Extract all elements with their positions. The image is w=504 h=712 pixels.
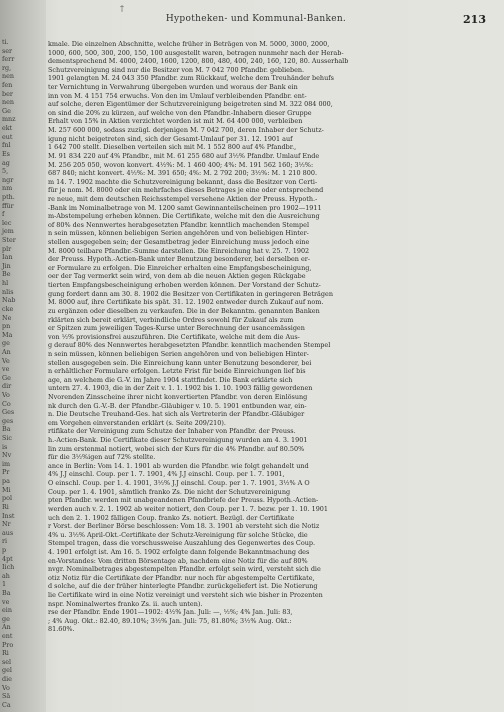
gutter-line: Ster <box>2 236 16 245</box>
gutter-line: Vo <box>2 390 10 399</box>
gutter-line: ah <box>2 571 10 580</box>
gutter-line: Mi <box>2 485 11 494</box>
text-line: rklärten sich bereit erklärt, verbindliche Ordres sowohl für Zukauf als zum <box>48 315 294 324</box>
gutter-line: sel <box>2 657 12 666</box>
gutter-line: Sic <box>2 434 13 443</box>
text-line: otiz Notiz für die Certifikate der Pfandbr. nur noch für abgestempelte Certifikate, <box>48 573 315 582</box>
text-line: M. 256 205 050, wovon konvert. 4½%: M. 1 460 400; 4%: M. 191 562 160; 3½%: <box>48 160 314 169</box>
text-line: m 14. 7. 1902 machte die Schutzvereinigung bekannt, dass die Besitzer von Certi- <box>48 177 318 186</box>
page-header <box>60 14 492 30</box>
text-line: igung nicht beigetreten sind, sich der Gesamt-Umlauf per 31. 12. 1901 auf <box>48 134 293 143</box>
text-line: h.-Actien-Bank. Die Certifikate dieser Schutzvereinigung wurden am 4. 3. 1901 <box>48 436 308 445</box>
gutter-line: im <box>2 459 11 468</box>
text-line: m-Abstempelung erheben können. Die Certifikate, welche mit den die Ausreichung <box>48 212 320 221</box>
text-line: gung fordert dann am 30. 8. 1902 die Besitzer von Certifikaten in geringeren Beträgen <box>48 289 333 298</box>
gutter-line: rg, <box>2 63 12 72</box>
gutter-line: Ne <box>2 313 12 322</box>
text-line: ance in Berlin: Vom 14. 1. 1901 ab wurden die Pfandbr. wie folgt gehandelt und <box>48 461 309 470</box>
gutter-line: pol <box>2 494 12 503</box>
text-line: r Vorst. der Berliner Börse beschlossen: Vom 18. 3. 1901 ab versteht sich die Notiz <box>48 522 320 531</box>
gutter-line: ge <box>2 614 10 623</box>
gutter-line: 4pt <box>2 554 13 563</box>
gutter-line: eut <box>2 132 13 141</box>
text-line: O einschl. Coup. per 1. 4. 1901, 3½% J.J einschl. Coup. per 1. 7. 1901, 3½% A O <box>48 479 310 488</box>
text-line: Coup. per 1. 4. 1901, sämtlich franko Zs. Die nicht der Schutzvereinigung <box>48 487 291 496</box>
gutter-line: ferr <box>2 55 15 64</box>
gutter-line: Pro <box>2 640 14 649</box>
gutter-line: gel <box>2 666 12 675</box>
gutter-line: ekt <box>2 124 13 133</box>
gutter-line: Es <box>2 149 10 158</box>
text-line: on sind die 20% zu kürzen, auf welche von den Pfandbr.-Inhabern dieser Gruppe <box>48 108 312 117</box>
gutter-line: Be <box>2 270 11 279</box>
text-line: lin zum erstenmal notiert, wobei sich der Kurs für die 4% Pfandbr. auf 80.50% <box>48 444 305 453</box>
gutter-line: cke <box>2 304 14 313</box>
gutter-line: Ca <box>2 700 11 709</box>
gutter-line: nen <box>2 98 15 107</box>
gutter-line: Ges <box>2 408 15 417</box>
gutter-line: ag <box>2 158 10 167</box>
gutter-line: ges <box>2 416 14 425</box>
text-line: werden auch v. 2. 1. 1902 ab weiter notiert, den Coup. per 1. 7. bezw. per 1. 10. 1901 <box>48 504 328 513</box>
text-line: nk durch den G.-V.-B. der Pfandbr.-Gläubiger v. 10. 5. 1901 entbunden war, ein- <box>48 401 307 410</box>
text-line: 1 642 700 stellt. Dieselben verteilen sich mit M. 1 552 800 auf 4% Pfandbr., <box>48 143 297 152</box>
gutter-line: hl <box>2 279 9 288</box>
text-line: age, an welchem die G.-V. im Jahre 1904 stattfindet. Die Bank erklärte sich <box>48 375 293 384</box>
text-line: Schutzvereinigung sind nur die Besitzer von M. 7 042 700 Pfandbr. geblieben. <box>48 65 305 74</box>
text-line: 4% J.J einschl. Coup. per 1. 7. 1901, 4% J.J einschl. Coup. per 1. 7. 1901, <box>48 470 285 479</box>
text-line: der Preuss. Hypoth.-Actien-Bank unter Benutzung besonderer, bei derselben er- <box>48 255 311 264</box>
gutter-line: nlis <box>2 287 14 296</box>
gutter-line: Jin <box>2 261 11 270</box>
gutter-line: ti. <box>2 38 9 46</box>
text-line: M. 8000 auf, ihre Certifikate bis spät. 31. 12. 1902 entweder durch Zukauf auf nom. <box>48 298 324 307</box>
gutter-line: jem <box>2 227 14 236</box>
text-line: 1901 gelangten M. 24 043 350 Pfandbr. zum Rückkauf, welche dem Treuhänder behufs <box>48 74 334 83</box>
gutter-line: Nv <box>2 451 12 460</box>
text-line: M. 257 600 000, sodass zuzügl. derjenigen M. 7 042 700, deren Inhaber der Schutz- <box>48 126 324 135</box>
gutter-line: 5, <box>2 167 9 176</box>
gutter-line: Ba <box>2 425 11 434</box>
gutter-line: pn <box>2 322 11 331</box>
text-line: inn von M. 4 151 754 erwuchs. Von den im Umlauf verbleibenden Pfandbr. ent- <box>48 91 307 100</box>
text-line: nspr. Nominalwertes franko Zs. ii. auch unten). <box>48 599 203 608</box>
text-line: em Vorgehen einverstanden erklärt (s. Seite 209/210). <box>48 418 226 427</box>
text-line: n. Die Deutsche Treuhand-Ges. hat sich als Vertreterin der Pfandbr.-Gläubiger <box>48 410 305 419</box>
text-line: n sein müssen, können beliebigen Serien angehören und von beliebigen Hinter- <box>48 349 309 358</box>
text-line: pten Pfandbr. werden mit unabgeandenen Pfandbriefe der Preuss. Hypoth.-Actien- <box>48 496 319 505</box>
text-line: lie Certifikate wird in eine Notiz vereinigt und versteht sich wie bisher in Prozenten <box>48 591 323 599</box>
previous-page-edge <box>0 0 46 712</box>
text-line: en-Vorstandes: Vom dritten Börsentage ab, nachdem eine Notiz für die auf 80% <box>48 556 308 565</box>
text-line: auf solche, deren Eigentümer der Schutzvereinigung beigetreten sind M. 322 084 000, <box>48 100 333 109</box>
gutter-line: Ri <box>2 649 9 658</box>
gutter-line: pa <box>2 477 10 486</box>
text-line: -Bank im Nominalbetrage von M. 1200 samt Gewinnanteilscheinen pro 1902—1911 <box>48 203 322 212</box>
gutter-line: ein <box>2 606 12 615</box>
gutter-line: nen <box>2 72 15 81</box>
text-line: dementsprechend M. 4000, 2400, 1600, 1200, 800, 480, 400, 240, 160, 120, 80. Ausserhalb <box>48 57 349 66</box>
text-line: zu ergänzen oder dieselben zu verkaufen. Die in der Bekanntm. genannten Banken <box>48 306 320 315</box>
gutter-line: aus <box>2 528 14 537</box>
gutter-line: p <box>2 545 7 554</box>
gutter-line: 1 <box>2 580 7 589</box>
gutter-line: Sä <box>2 692 11 701</box>
gutter-line: die <box>2 675 12 684</box>
gutter-line: Pr <box>2 468 10 477</box>
text-line: von ½% provisionsfrei auszuführen. Die Certifikate, welche mit dem die Aus- <box>48 332 300 341</box>
text-line: oer der Tag vermerkt sein wird, von dem ab die neuen Aktien gegen Rückgabe <box>48 272 306 281</box>
gutter-line: ri <box>2 537 8 546</box>
text-line: Nvorenden Zinsscheine ihrer nicht konvertierten Pfandbr. von deren Einlösung <box>48 392 308 401</box>
gutter-line: Nr <box>2 520 11 529</box>
text-line: 687 840; nicht konvert. 4½%: M. 391 650; 4%: M. 2 792 200; 3½%: M. 1 210 800. <box>48 169 317 178</box>
gutter-line: Ri <box>2 502 9 511</box>
gutter-line: f <box>2 210 5 219</box>
text-line: re neue, mit dem deutschen Reichsstempel versehene Aktien der Preuss. Hypoth.- <box>48 194 318 203</box>
text-line: M. 8000 teilbare Pfandbr.-Summe darstellen. Die Einreichung hat v. 25. 7. 1902 <box>48 246 310 255</box>
text-line: 1000, 600, 500, 300, 200, 150, 100 ausgestellt waren, betragen nunmehr nach der Herab- <box>48 48 344 57</box>
gutter-line: ngr <box>2 175 14 184</box>
gutter-line: lec <box>2 218 12 227</box>
text-line: tierten Empfangsbescheinigung erhoben werden können. Der Vorstand der Schutz- <box>48 281 321 290</box>
gutter-line: ve <box>2 597 10 606</box>
gutter-line: ser <box>2 46 13 55</box>
text-line: M. 91 834 220 auf 4% Pfandbr., mit M. 61 255 680 auf 3½% Pfandbr. Umlauf Ende <box>48 151 320 160</box>
gutter-line: Inst <box>2 511 15 520</box>
gutter-line: Iich <box>2 563 15 572</box>
gutter-line: is <box>2 442 8 451</box>
text-line: rtifikate der Vereinigung zum Schutze der Inhaber von Pfandbr. der Preuss. <box>48 427 296 436</box>
gutter-line: Ge <box>2 373 11 382</box>
text-line: of 80% des Nennwertes herabgesetzten Pfandbr. kenntlich machenden Stempel <box>48 220 310 229</box>
gutter-line: Ge <box>2 106 11 115</box>
gutter-line: Ian <box>2 253 13 262</box>
running-title: Hypotheken- und Kommunal-Banken. <box>165 14 347 24</box>
gutter-line: nm <box>2 184 13 193</box>
text-line: d solche, auf die der früher hinterlegte Pfandbr. zurückgeliefert ist. Die Notierung <box>48 582 318 591</box>
gutter-line: ent <box>2 632 13 641</box>
text-line: Stempel tragen, dass die vorschussweise Auszahlung des Gegenwertes des Coup. <box>48 539 316 548</box>
text-line: n sein müssen, können beliebigen Serien angehören und von beliebigen Hinter- <box>48 229 309 238</box>
text-line: stellen ausgegeben sein; der Gesamtbetrag jeder Einreichung muss jedoch eine <box>48 238 310 247</box>
text-line: für je nom. M. 8000 oder ein mehrfaches dieses Betrages je eine oder entsprechend <box>48 186 324 195</box>
text-line: g derauf 80% des Nennwertes herabgesetzten Pfandbr. kenntlich machenden Stempel <box>48 341 331 350</box>
text-line: er Spitzen zum jeweiligen Tages-Kurse unter Berechnung der usancemässigen <box>48 324 305 333</box>
text-line: kmale. Die einzelnen Abschnitte, welche früher in Beträgen von M. 5000, 3000, 2000, <box>48 40 330 48</box>
text-line: nvgr. Nominalbetrages abgestempelten Pfandbr. erfolgt sein wird, versteht sich die <box>48 565 321 574</box>
text-line: ter Vernichtung in Verwahrung übergeben wurden und woraus der Bank ein <box>48 83 298 92</box>
text-line: er Formulare zu erfolgen. Die Einreicher erhalten eine Empfangsbescheinigung, <box>48 263 312 272</box>
text-line: uch den 2. 1. 1902 fälligen Coup. franko Zs. notiert. Bezügl. der Certifikate <box>48 513 295 522</box>
text-line: ; 4% Aug. Okt.: 82.40, 89.10%; 3½% Jan. Juli: 75, 81.80%; 3½% Aug. Okt.: <box>48 616 292 625</box>
gutter-line: Ma <box>2 330 13 339</box>
gutter-line: dir <box>2 382 12 391</box>
gutter-line: pth. <box>2 192 15 201</box>
text-line: 81.60%. <box>48 625 75 634</box>
gutter-line: Ve <box>2 356 10 365</box>
gutter-line: An <box>2 623 11 632</box>
gutter-line: ve <box>2 365 10 374</box>
gutter-line: ge <box>2 339 10 348</box>
page-mark: † <box>120 4 124 13</box>
gutter-line: Vo <box>2 683 10 692</box>
gutter-line: mnz <box>2 115 16 124</box>
text-line: 4. 1901 erfolgt ist. Am 16. 5. 1902 erfolgte dann folgende Bekanntmachung des <box>48 547 310 556</box>
gutter-line: fen <box>2 81 13 90</box>
gutter-line: Nab <box>2 296 16 305</box>
text-line: Erhalt von 15% in Aktien verzichtet worden ist mit M. 64 400 000, verbleiben <box>48 117 303 126</box>
gutter-line: An <box>2 347 11 356</box>
gutter-line: plr <box>2 244 12 253</box>
gutter-line: ber <box>2 89 13 98</box>
gutter-line: ffür <box>2 201 14 210</box>
text-line: für die 3½%igen auf 72% stellte. <box>48 453 156 462</box>
gutter-line: fnl <box>2 141 11 150</box>
text-line: 4% u. 3½% April-Okt.-Certifikate der Schutz-Vereinigung für solche Stücke, die <box>48 530 308 539</box>
gutter-line: Ba <box>2 589 11 597</box>
text-line: stellen ausgegeben sein. Die Einreichung kann unter Benutzung besonderer, bei <box>48 358 312 367</box>
text-line: n erhältlicher Formulare erfolgen. Letzte Frist für beide Einreichungen lief bis <box>48 367 306 376</box>
gutter-line: Co <box>2 399 11 408</box>
page-number: 213 <box>463 13 486 26</box>
text-line: rse der Pfandbr. Ende 1901—1902: 4½% Jan. Juli: —, ½%; 4% Jan. Juli: 83, <box>48 608 293 617</box>
text-line: untern 27. 4. 1903, die in der Zeit v. 1. 1. 1902 bis 1. 10. 1903 fällig gewordenen <box>48 384 313 393</box>
body-text <box>48 40 494 634</box>
